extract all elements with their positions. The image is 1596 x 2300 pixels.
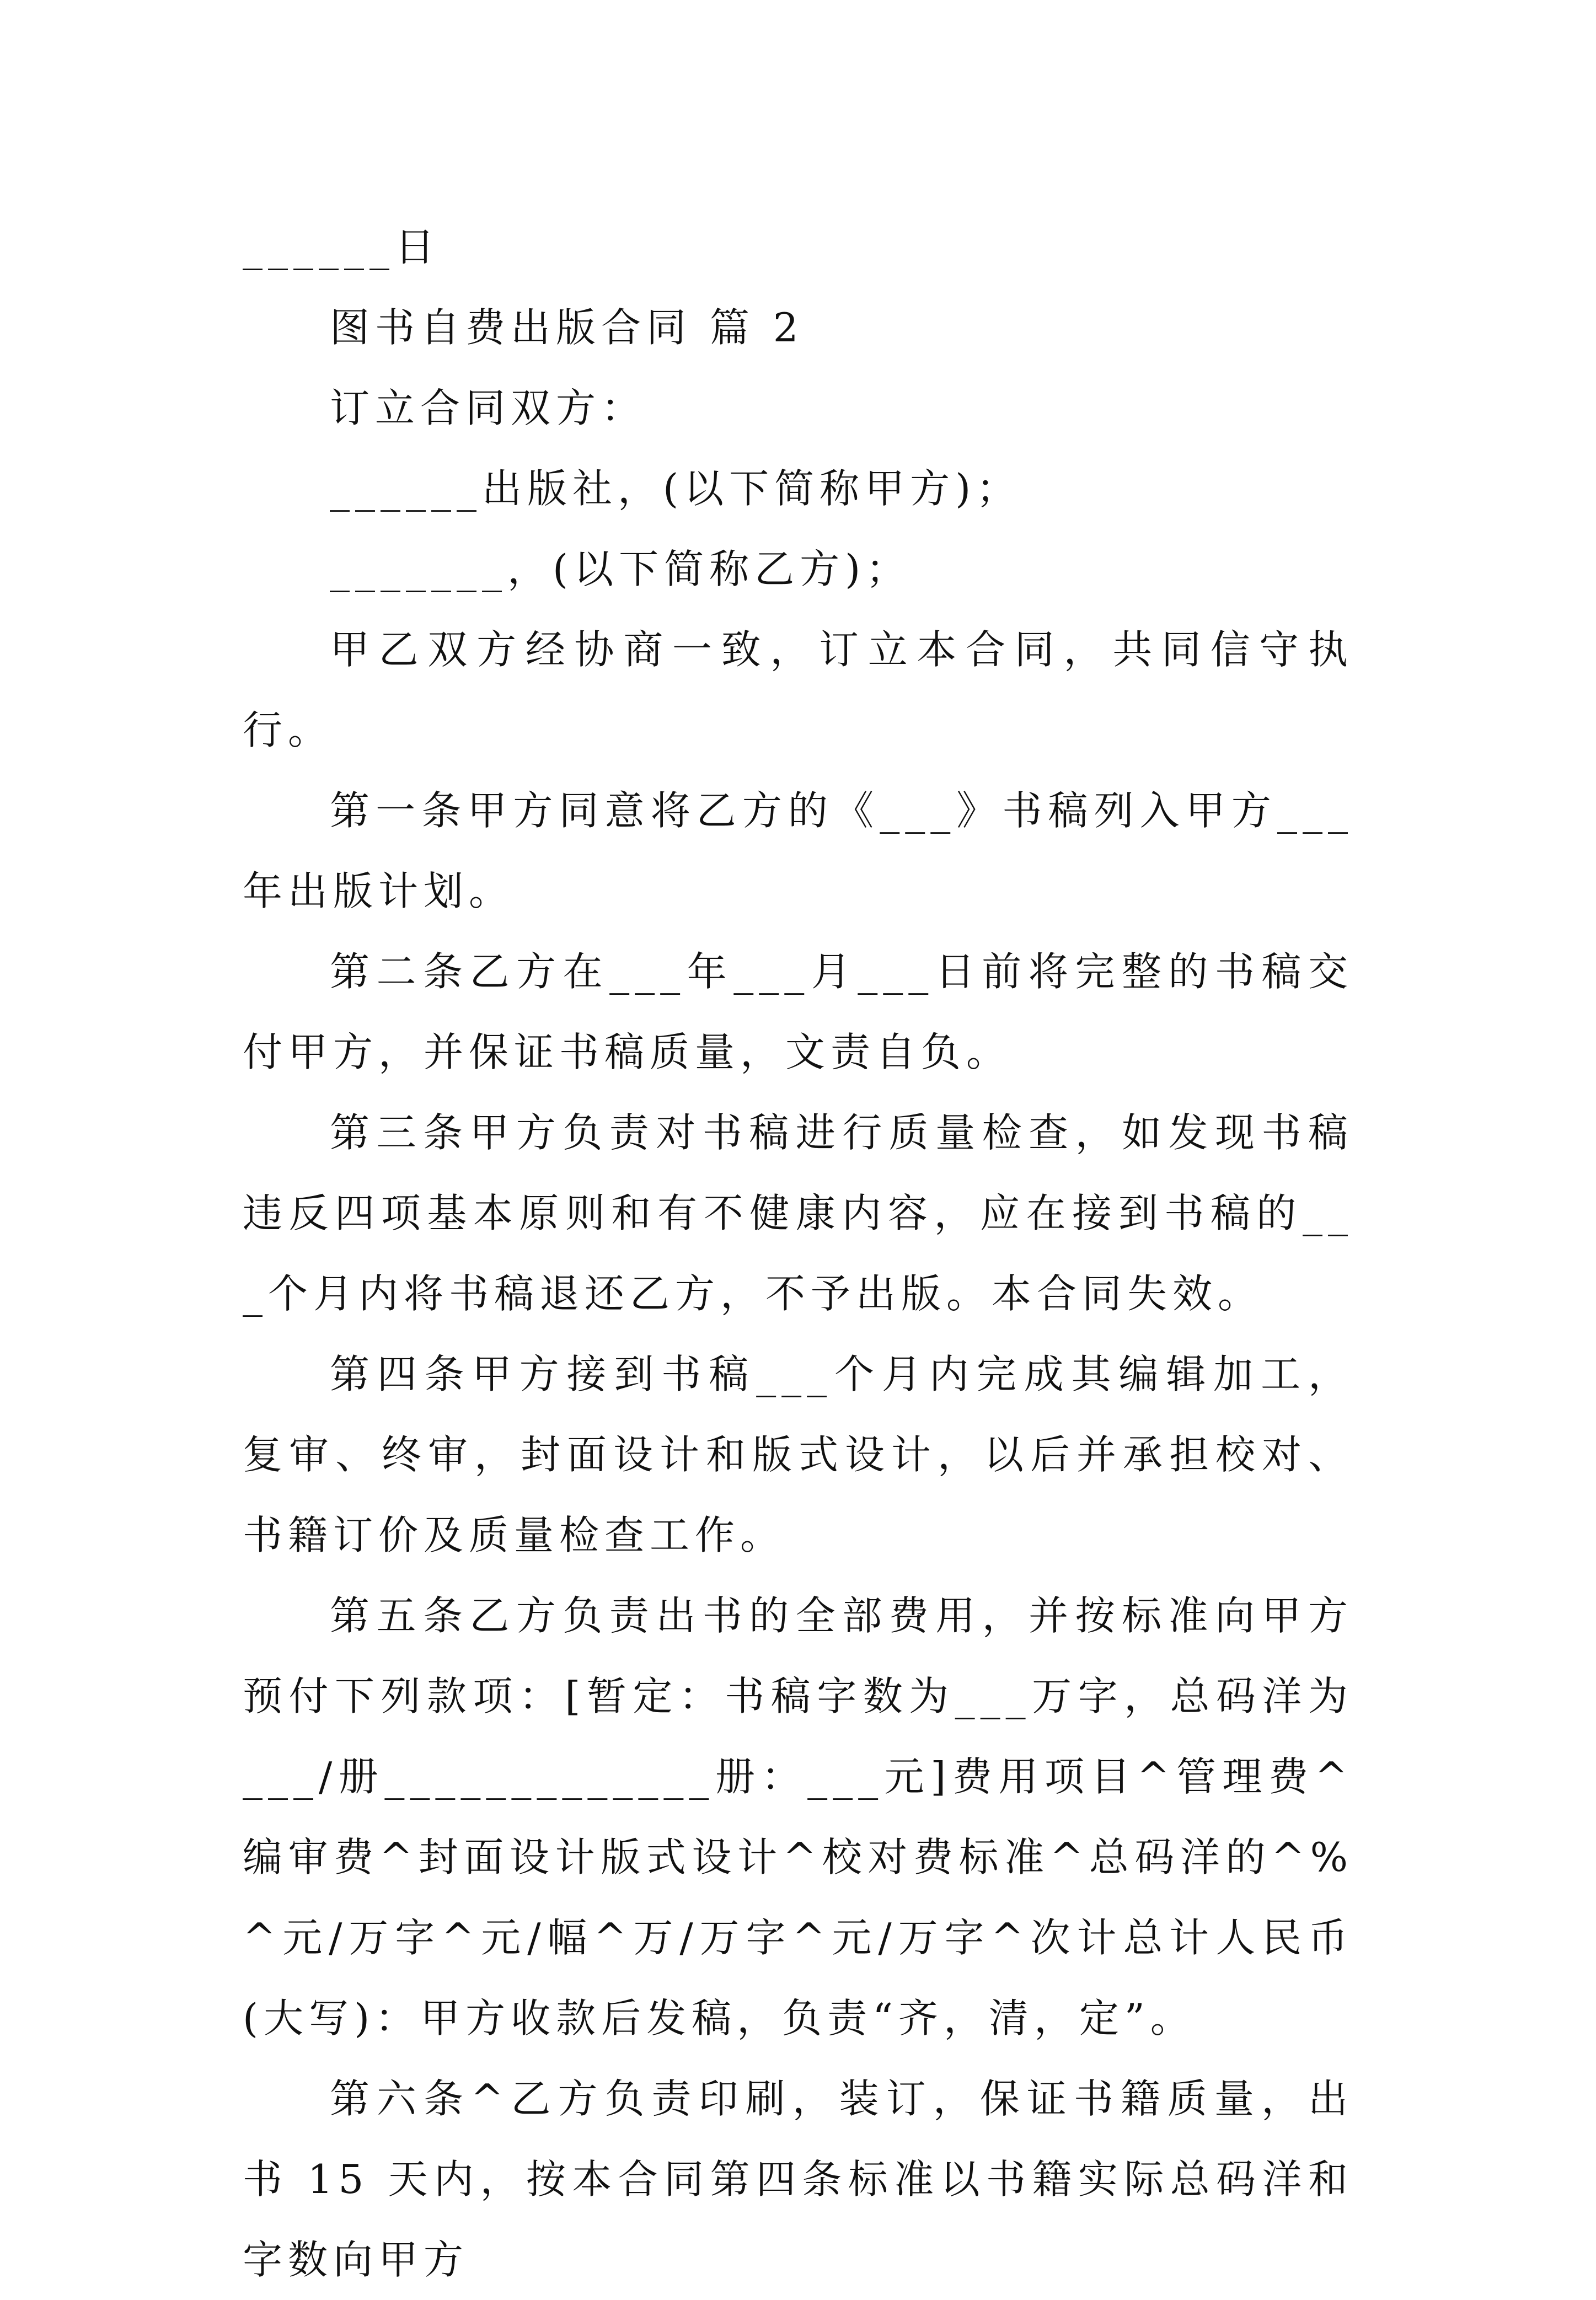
article-2: 第二条乙方在___年___月___日前将完整的书稿交付甲方，并保证书稿质量，文责自负。 bbox=[243, 948, 1353, 1075]
party-a-line: ______出版社，(以下简称甲方)； bbox=[330, 465, 1022, 512]
article-1: 第一条甲方同意将乙方的《___》书稿列入甲方___年出版计划。 bbox=[243, 787, 1353, 914]
parties-heading: 订立合同双方： bbox=[330, 385, 647, 431]
party-b-line: _______，(以下简称乙方)； bbox=[330, 546, 912, 592]
date-day-line: ______日 bbox=[243, 224, 441, 270]
contract-title: 图书自费出版合同 篇 2 bbox=[330, 304, 804, 351]
article-4: 第四条甲方接到书稿___个月内完成其编辑加工，复审、终审，封面设计和版式设计，以后并承担校对、书籍订价及质量检查工作。 bbox=[243, 1351, 1353, 1558]
article-5: 第五条乙方负责出书的全部费用，并按标准向甲方预付下列款项：[暂定：书稿字数为___万字，总码洋为___/册_____________册：___元]费用项目^管理费^编审费^封面设计版式设计^校对费标准^总码洋的^%^元/万字^元/幅^万/万字^元/万字^次计总计人民币(大写)：甲方收款后发稿，负责“齐，清，定”。 bbox=[243, 1593, 1353, 2041]
agreement-statement: 甲乙双方经协商一致，订立本合同，共同信守执行。 bbox=[243, 626, 1353, 753]
article-6: 第六条^乙方负责印刷，装订，保证书籍质量，出书 15 天内，按本合同第四条标准以书籍实际总码洋和字数向甲方 bbox=[243, 2076, 1353, 2283]
article-3: 第三条甲方负责对书稿进行质量检查，如发现书稿违反四项基本原则和有不健康内容，应在接到书稿的___个月内将书稿退还乙方，不予出版。本合同失效。 bbox=[243, 1109, 1353, 1317]
